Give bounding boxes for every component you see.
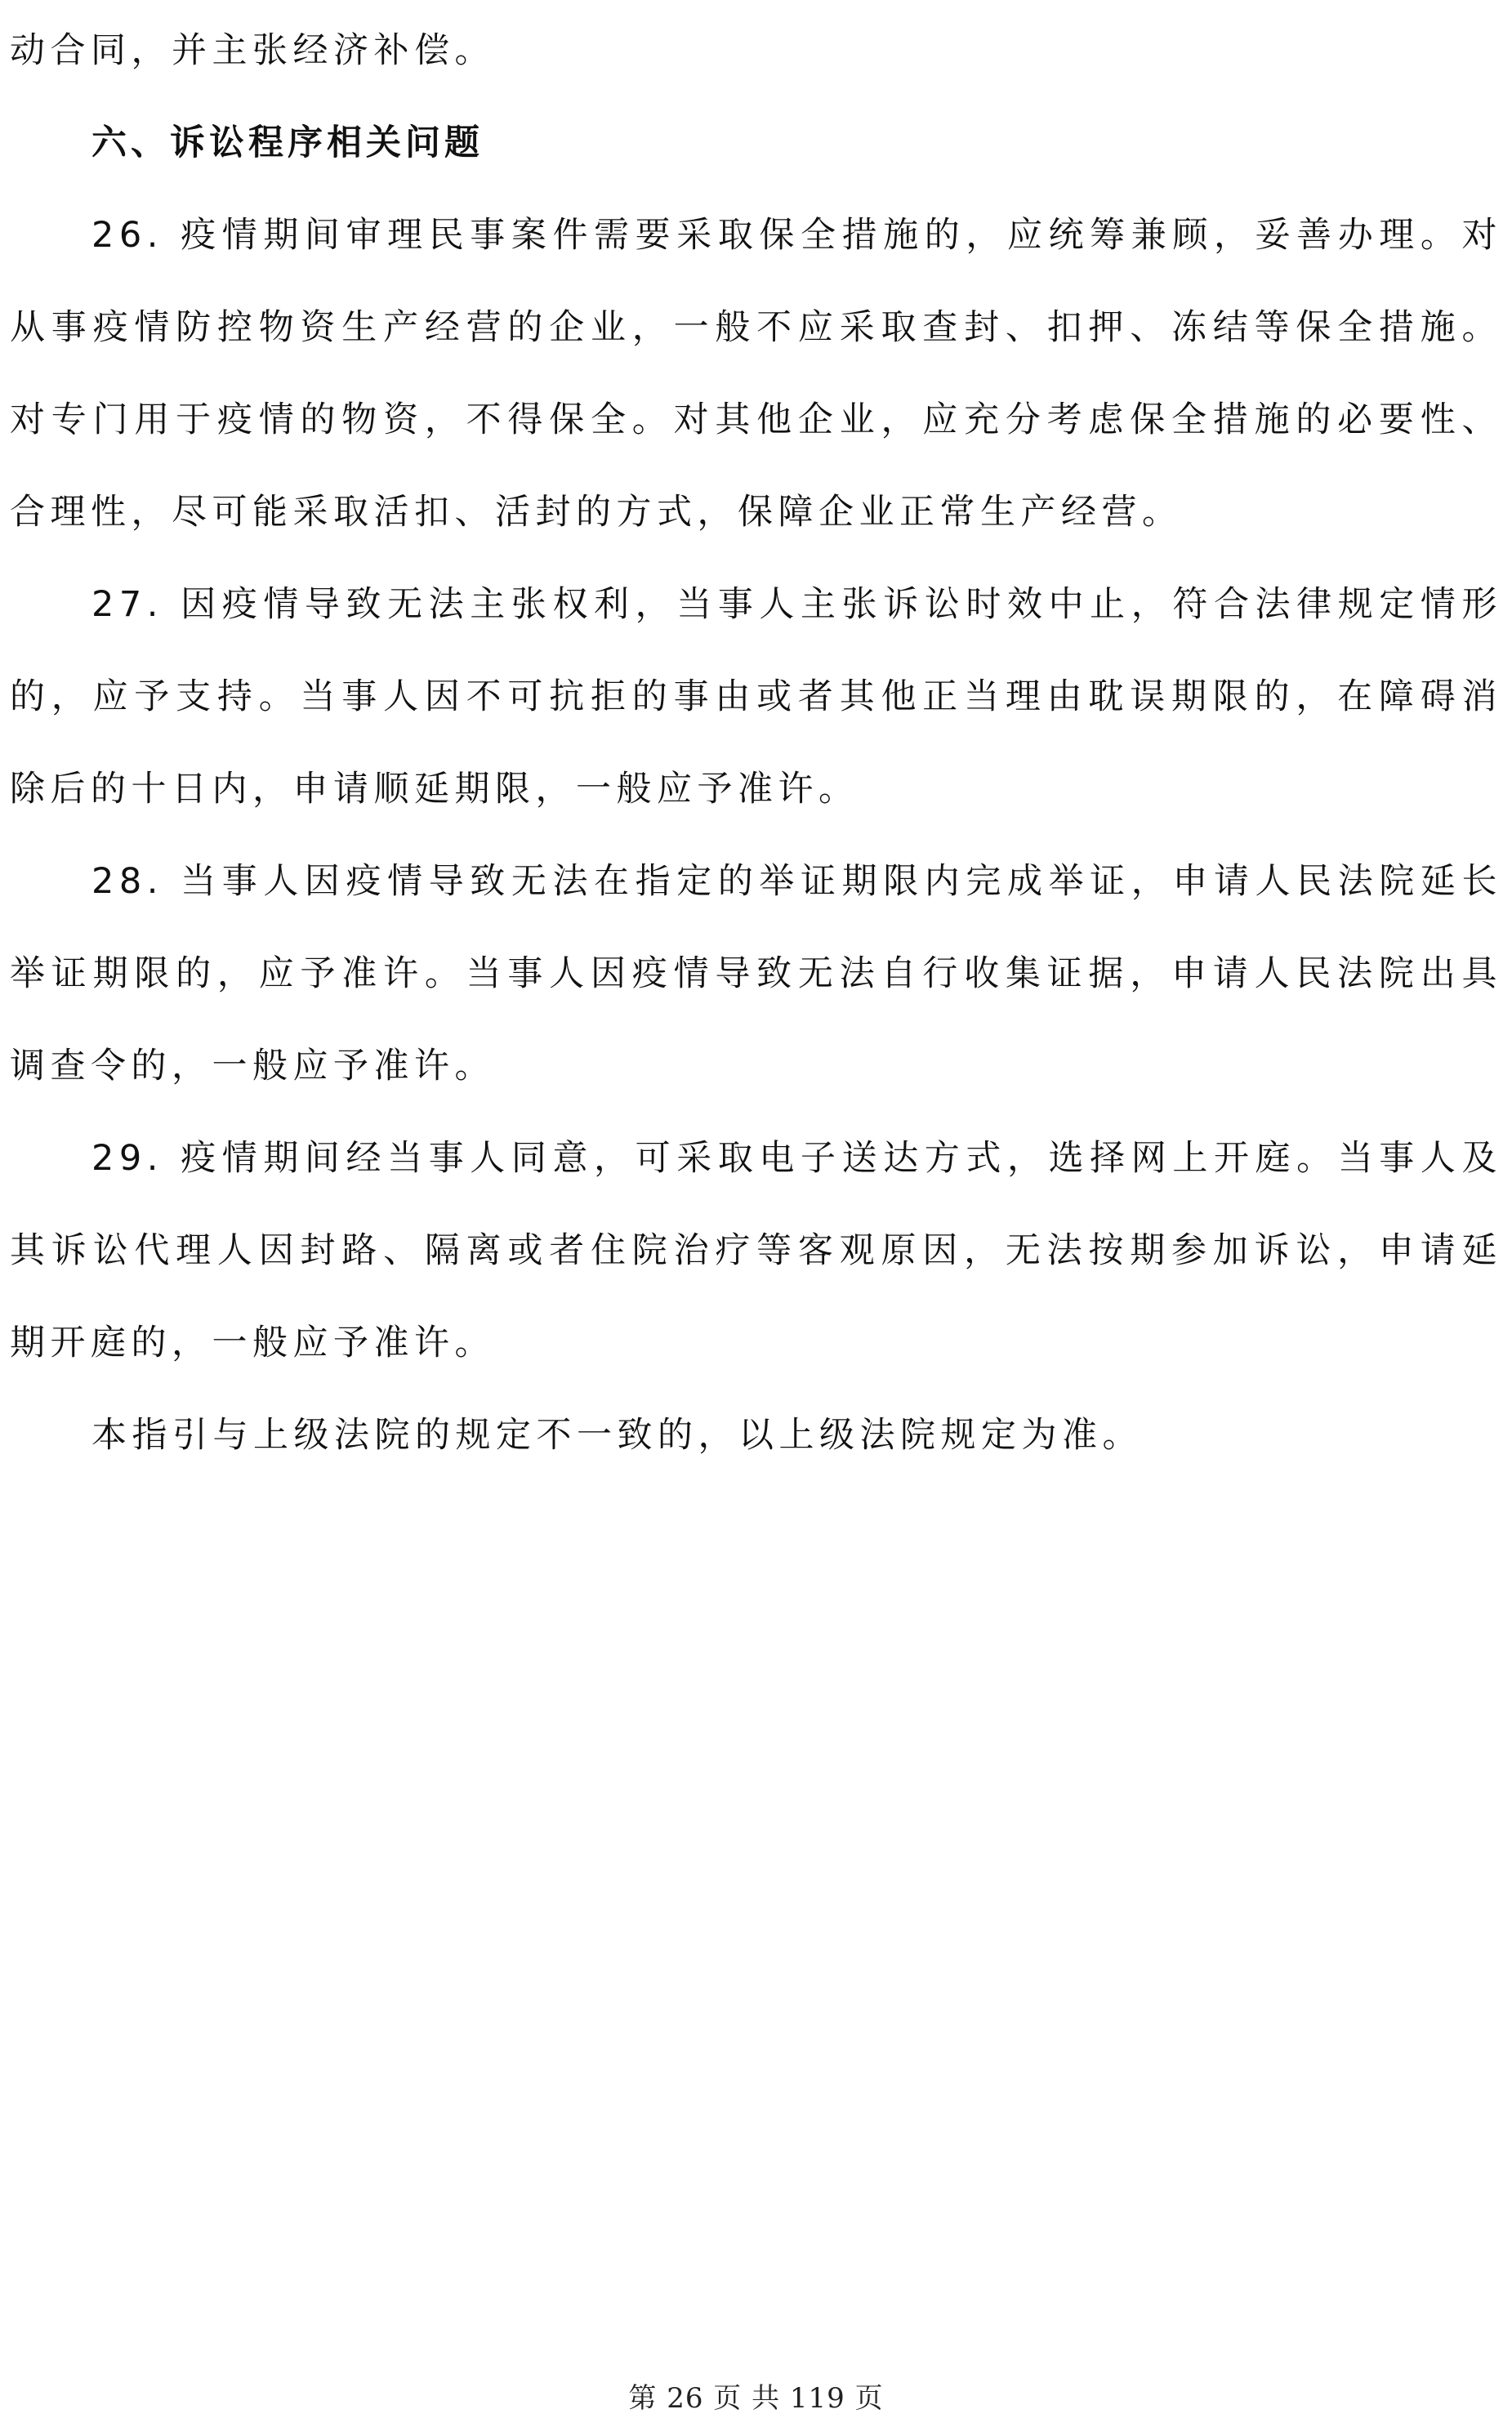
carryover-line: 动合同，并主张经济补偿。 xyxy=(10,30,495,71)
document-body xyxy=(10,5,1502,1482)
paragraph-29: 29. 疫情期间经当事人同意，可采取电子送达方式，选择网上开庭。当事人及其诉讼代理人因封路、隔离或者住院治疗等客观原因，无法按期参加诉讼，申请延期开庭的，一般应予准许。 xyxy=(10,1138,1502,1363)
section-heading: 六、诉讼程序相关问题 xyxy=(91,123,484,163)
page-number-footer: 第 26 页 共 119 页 xyxy=(628,2382,884,2415)
paragraph-28: 28. 当事人因疫情导致无法在指定的举证期限内完成举证，申请人民法院延长举证期限的，应予准许。当事人因疫情导致无法自行收集证据，申请人民法院出具调查令的，一般应予准许。 xyxy=(10,861,1502,1086)
paragraph-27: 27. 因疫情导致无法主张权利，当事人主张诉讼时效中止，符合法律规定情形的，应予支持。当事人因不可抗拒的事由或者其他正当理由耽误期限的，在障碍消除后的十日内，申请顺延期限，一般应予准许。 xyxy=(10,584,1502,810)
paragraph-26: 26. 疫情期间审理民事案件需要采取保全措施的，应统筹兼顾，妥善办理。对从事疫情防控物资生产经营的企业，一般不应采取查封、扣押、冻结等保全措施。对专门用于疫情的物资，不得保全。对其他企业，应充分考虑保全措施的必要性、合理性，尽可能采取活扣、活封的方式，保障企业正常生产经营。 xyxy=(10,215,1502,533)
closing-paragraph: 本指引与上级法院的规定不一致的，以上级法院规定为准。 xyxy=(91,1415,1143,1456)
